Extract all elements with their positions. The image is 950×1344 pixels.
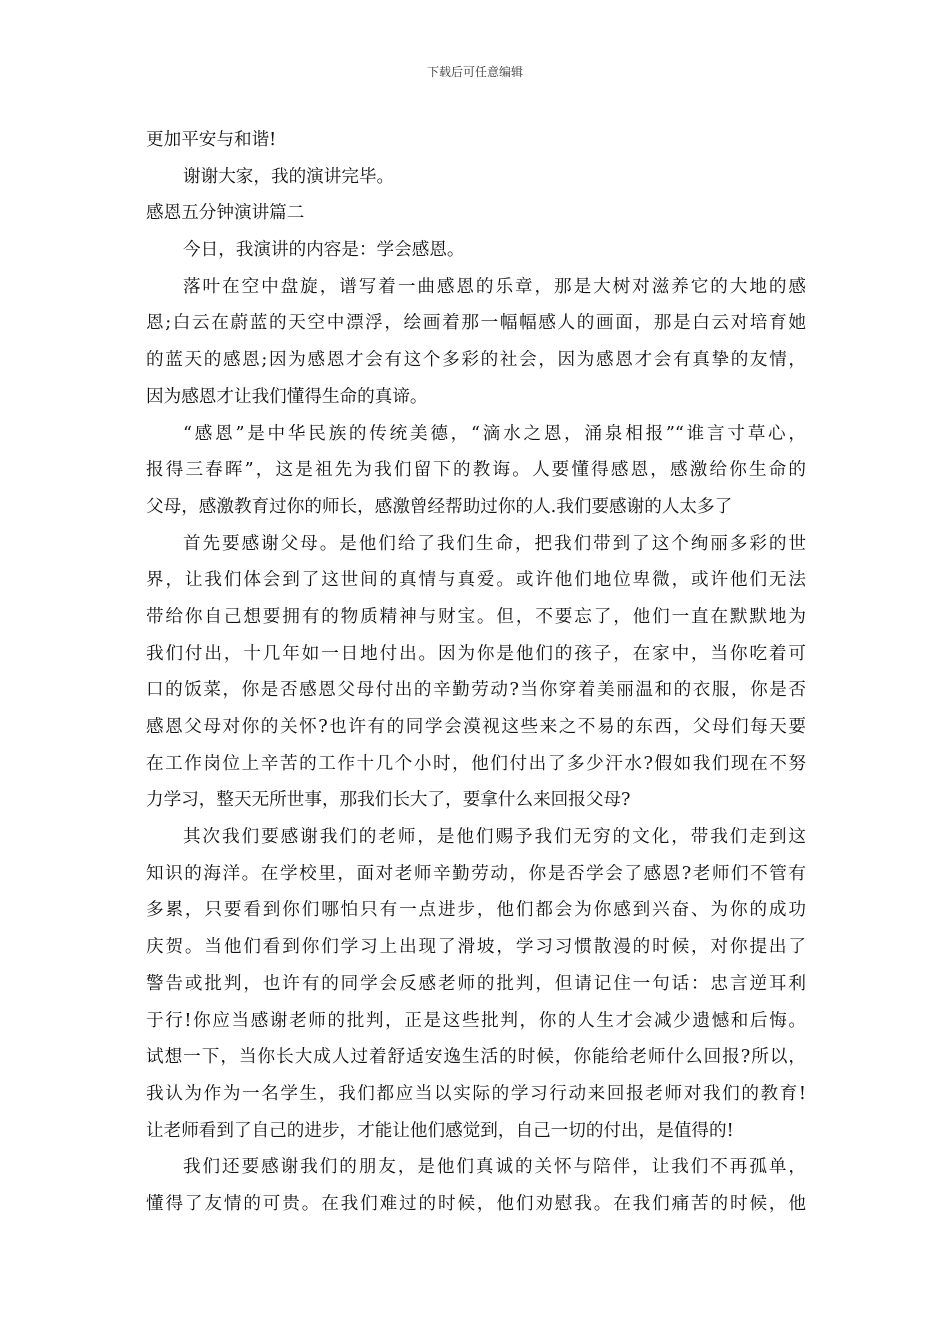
text-line: 在工作岗位上辛苦的工作十几个小时，他们付出了多少汗水?假如我们现在不努 (146, 753, 806, 774)
text-line: 恩;白云在蔚蓝的天空中漂浮，绘画着那一幅幅感人的画面，那是白云对培育她 (146, 313, 806, 334)
text-line: 感恩五分钟演讲篇二 (146, 203, 305, 224)
text-line: 警告或批判，也许有的同学会反感老师的批判，但请记住一句话：忠言逆耳利 (146, 973, 806, 994)
text-line: 我认为作为一名学生，我们都应当以实际的学习行动来回报老师对我们的教育! (146, 1083, 806, 1104)
text-line: 试想一下，当你长大成人过着舒适安逸生活的时候，你能给老师什么回报?所以， (146, 1047, 806, 1068)
text-line: 落叶在空中盘旋，谱写着一曲感恩的乐章，那是大树对滋养它的大地的感 (183, 276, 806, 297)
text-line: 多累，只要看到你们哪怕只有一点进步，他们都会为你感到兴奋、为你的成功 (146, 900, 806, 921)
text-line: 界，让我们体会到了这世间的真情与真爱。或许他们地位卑微，或许他们无法 (146, 570, 806, 591)
text-line: 今日，我演讲的内容是：学会感恩。 (183, 240, 465, 261)
text-line: 感恩父母对你的关怀?也许有的同学会漠视这些来之不易的东西，父母们每天要 (146, 717, 806, 737)
text-line: 谢谢大家，我的演讲完毕。 (183, 166, 395, 187)
text-line: 我们还要感谢我们的朋友，是他们真诚的关怀与陪伴，让我们不再孤单， (183, 1157, 806, 1178)
text-line: 带给你自己想要拥有的物质精神与财宝。但，不要忘了，他们一直在默默地为 (146, 606, 806, 627)
text-line: 让老师看到了自己的进步，才能让他们感觉到，自己一切的付出，是值得的! (146, 1120, 734, 1141)
text-line: 因为感恩才让我们懂得生命的真谛。 (146, 386, 428, 407)
text-line: 首先要感谢父母。是他们给了我们生命，把我们带到了这个绚丽多彩的世 (183, 533, 806, 554)
text-line: 知识的海洋。在学校里，面对老师辛勤劳动，你是否学会了感恩?老师们不管有 (146, 863, 806, 884)
text-line: 力学习，整天无所世事，那我们长大了，要拿什么来回报父母? (146, 790, 631, 811)
text-line: 懂得了友情的可贵。在我们难过的时候，他们劝慰我。在我们痛苦的时候，他 (146, 1193, 806, 1214)
text-line: 报得三春晖”，这是祖先为我们留下的教诲。人要懂得感恩，感激给你生命的 (146, 460, 806, 481)
text-line: 于行!你应当感谢老师的批判，正是这些批判，你的人生才会减少遗憾和后悔。 (146, 1010, 806, 1031)
text-line: 我们付出，十几年如一日地付出。因为你是他们的孩子，在家中，当你吃着可 (146, 643, 806, 664)
text-line: 庆贺。当他们看到你们学习上出现了滑坡，学习习惯散漫的时候，对你提出了 (146, 937, 806, 958)
page-header: 下载后可任意编辑 (426, 65, 523, 79)
text-line: 口的饭菜，你是否感恩父母付出的辛勤劳动?当你穿着美丽温和的衣服，你是否 (146, 680, 806, 701)
text-line: “感恩”是中华民族的传统美德，“滴水之恩，涌泉相报”“谁言寸草心， (183, 423, 806, 444)
text-line: 的蓝天的感恩;因为感恩才会有这个多彩的社会，因为感恩才会有真挚的友情， (146, 350, 806, 371)
document-body (146, 122, 806, 1223)
text-line: 父母，感激教育过你的师长，感激曾经帮助过你的人.我们要感谢的人太多了 (146, 496, 733, 517)
text-line: 更加平安与和谐! (146, 130, 277, 150)
text-line: 其次我们要感谢我们的老师，是他们赐予我们无穷的文化，带我们走到这 (183, 827, 806, 848)
